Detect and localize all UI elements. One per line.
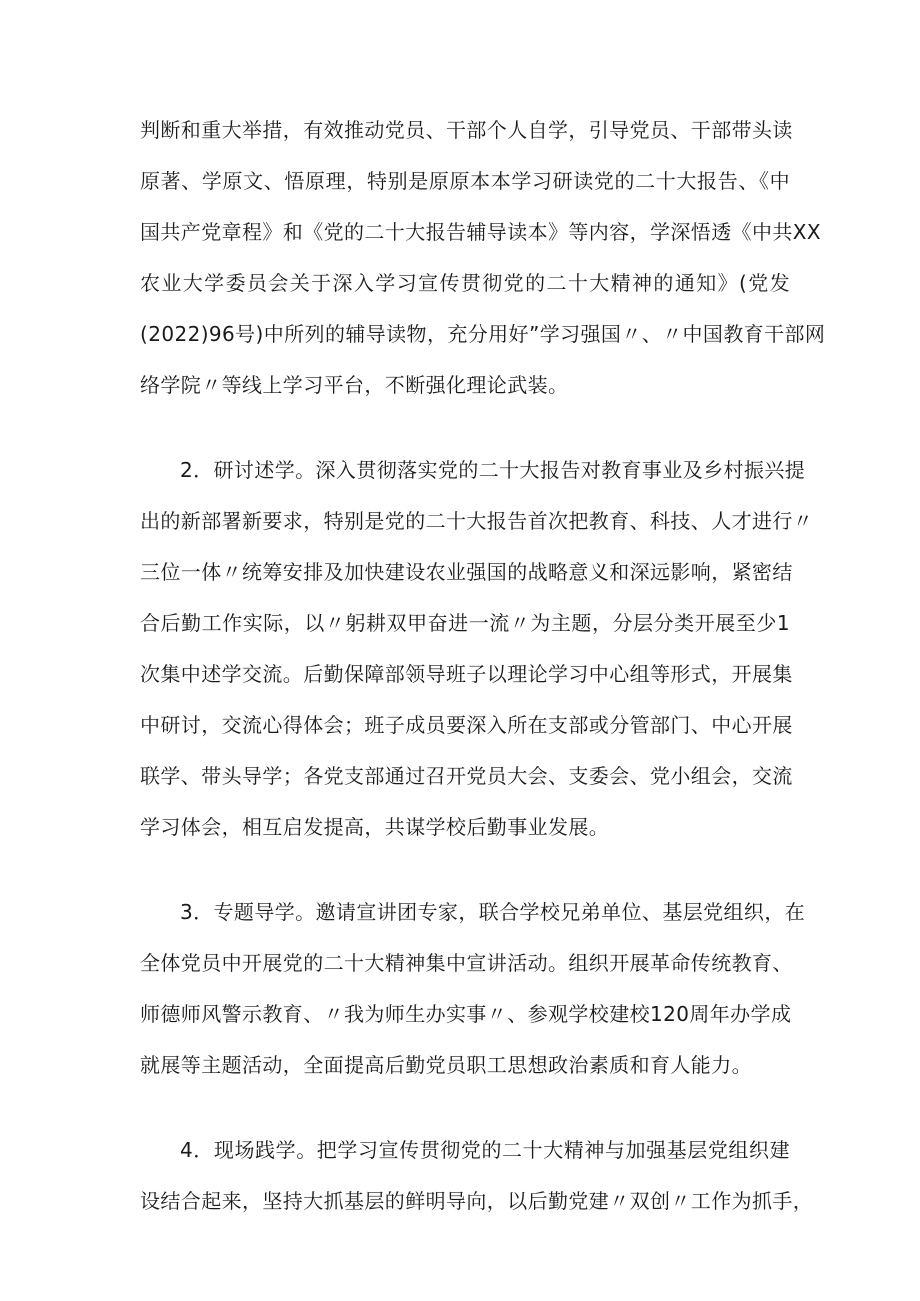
text-line: 就展等主题活动，全面提高后勤党员职工思想政治素质和育人能力。	[140, 1053, 752, 1077]
text-line: 国共产党章程》和《党的二十大报告辅导读本》等内容，学深悟透《中共XX	[140, 220, 822, 244]
text-line: 出的新部署新要求，特别是党的二十大报告首次把教育、科技、人才进行〃	[140, 509, 814, 533]
text-line: 原著、学原文、悟原理，特别是原原本本学习研读党的二十大报告、《中	[140, 169, 790, 193]
text-line: 3．专题导学。邀请宣讲团专家，联合学校兄弟单位、基层党组织，在	[180, 900, 806, 924]
text-line: 2．研讨述学。深入贯彻落实党的二十大报告对教育事业及乡村振兴提	[180, 458, 806, 482]
text-line: 学习体会，相互启发提高，共谋学校后勤事业发展。	[140, 815, 610, 839]
text-line: 农业大学委员会关于深入学习宣传贯彻党的二十大精神的通知》(党发	[140, 271, 790, 295]
text-line: 判断和重大举措，有效推动党员、干部个人自学，引导党员、干部带头读	[140, 118, 793, 142]
text-line: 师德师风警示教育、〃我为师生办实事〃、参观学校建校120周年办学成	[140, 1002, 792, 1026]
text-line: 4．现场践学。把学习宣传贯彻党的二十大精神与加强基层党组织建	[180, 1138, 790, 1162]
text-line: 合后勤工作实际，以〃躬耕双甲奋进一流〃为主题，分层分类开展至少1	[140, 611, 790, 635]
text-line: 设结合起来，坚持大抓基层的鲜明导向，以后勤党建〃双创〃工作为抓手，	[140, 1189, 814, 1213]
text-line: 中研讨，交流心得体会；班子成员要深入所在支部或分管部门、中心开展	[140, 713, 793, 737]
text-line: (2022)96号)中所列的辅导读物，充分用好”学习强国〃、〃中国教育干部网	[140, 322, 826, 346]
text-line: 三位一体〃统筹安排及加快建设农业强国的战略意义和深远影响，紧密结	[140, 560, 793, 584]
text-line: 全体党员中开展党的二十大精神集中宣讲活动。组织开展革命传统教育、	[140, 951, 793, 975]
text-line: 联学、带头导学；各党支部通过召开党员大会、支委会、党小组会，交流	[140, 764, 793, 788]
text-line: 络学院〃等线上学习平台，不断强化理论武装。	[140, 373, 569, 397]
text-line: 次集中述学交流。后勤保障部领导班子以理论学习中心组等形式，开展集	[140, 662, 793, 686]
